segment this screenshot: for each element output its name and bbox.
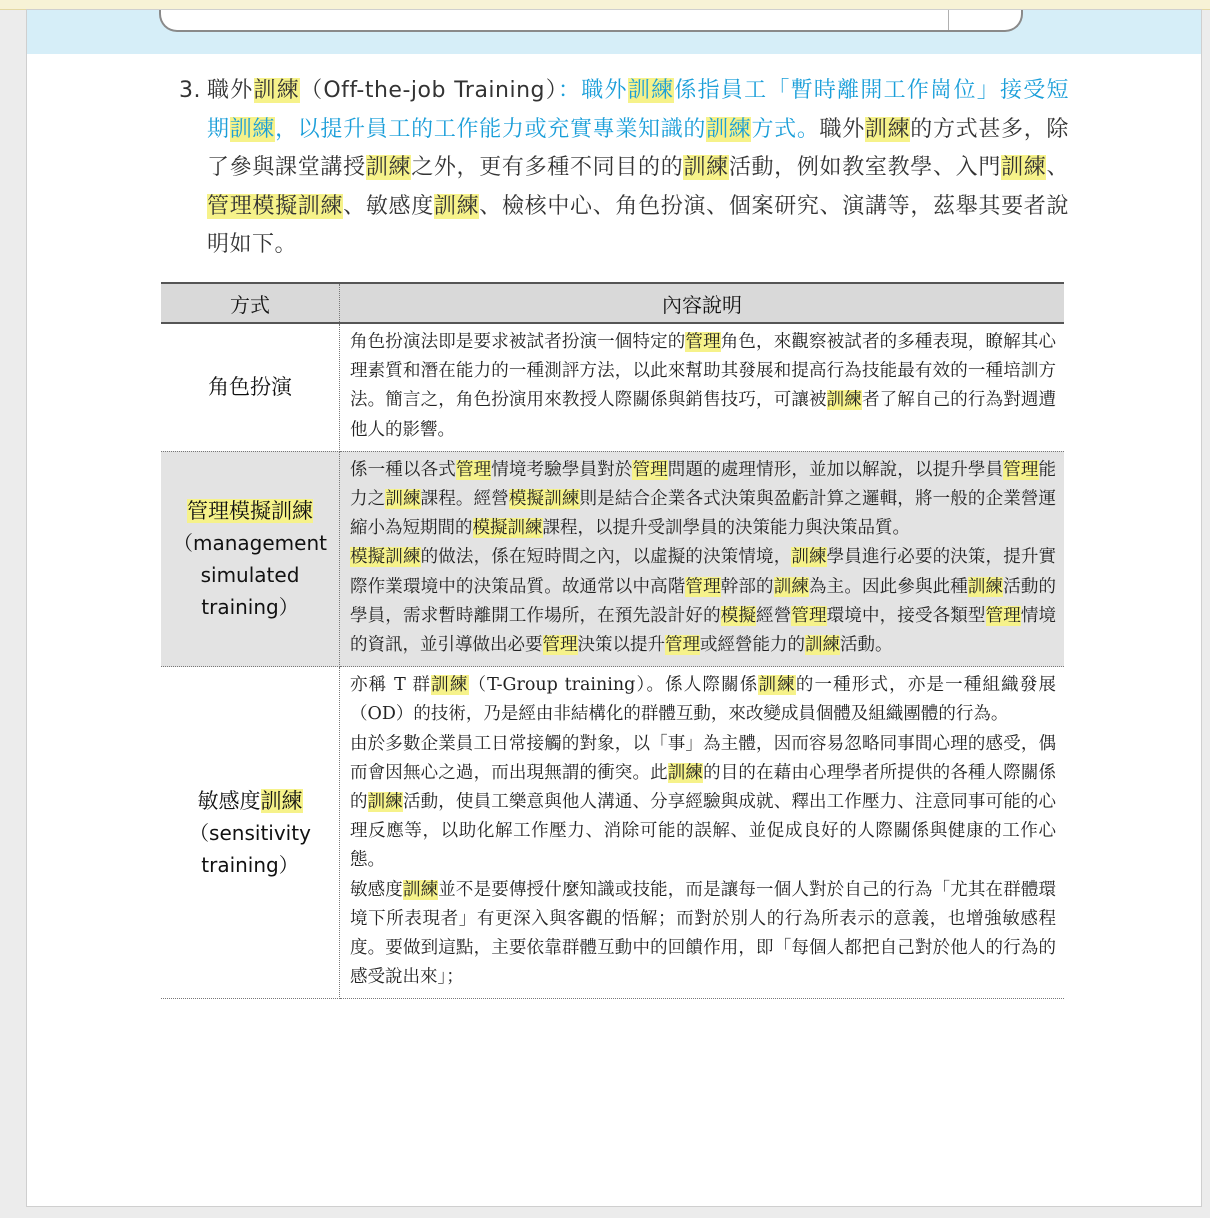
text-run: simulated xyxy=(200,563,300,588)
text-run: 的一種形式，亦是一種組織發展（OD）的技術，乃是經由非結構化的群體互動，來改變成員個體及組織團體的行為。 xyxy=(350,675,1057,725)
list-number: 3. xyxy=(179,78,201,103)
text-run: （sensitivity xyxy=(189,820,311,845)
header-method: 方式 xyxy=(161,283,340,323)
description-paragraph xyxy=(350,543,1056,660)
text-run: ：職外 xyxy=(558,78,628,103)
text-run: 環境中，接受各類型 xyxy=(826,605,986,626)
highlighted-term: 管理模擬訓練 xyxy=(207,193,344,219)
text-run: 課程。經營 xyxy=(420,489,509,510)
highlighted-term: 管理 xyxy=(685,576,721,597)
highlighted-term: 模擬 xyxy=(720,605,757,626)
description-cell xyxy=(340,323,1065,451)
text-run: 係指員工「暫時離開工作崗位」接受短期 xyxy=(207,78,1069,142)
text-run: 能力之 xyxy=(350,459,1057,510)
text-run: 亦稱 T 群 xyxy=(350,675,432,696)
highlighted-term: 訓練 xyxy=(402,879,439,900)
text-run: 經營 xyxy=(756,605,792,626)
highlighted-term: 模擬訓練 xyxy=(350,547,421,568)
highlighted-term: 管理 xyxy=(455,459,492,480)
text-run: 活動。 xyxy=(840,635,893,656)
page-header-box xyxy=(159,9,1023,32)
header-description: 內容說明 xyxy=(340,283,1065,323)
text-run: （management xyxy=(173,531,327,556)
method-line xyxy=(161,527,339,559)
text-run: 職外 xyxy=(207,78,254,103)
method-cell xyxy=(161,323,340,451)
highlighted-term: 模擬訓練 xyxy=(508,489,580,510)
method-line xyxy=(161,817,339,849)
text-run: 敏感度 xyxy=(350,879,403,900)
method-line xyxy=(161,371,339,403)
highlighted-term: 管理 xyxy=(632,459,668,480)
highlighted-term: 訓練 xyxy=(260,788,303,813)
table-header-row xyxy=(161,283,1064,323)
description-paragraph xyxy=(350,328,1056,445)
highlighted-term: 訓練 xyxy=(431,675,469,696)
text-run: ，以提升員工的工作能力或充實專業知識的 xyxy=(275,116,707,142)
description-paragraph xyxy=(350,876,1056,993)
highlighted-term: 管理 xyxy=(685,332,721,352)
text-run: 學員進行必要的決策，提升實際作業環境中的決策品質。故通常以中高階 xyxy=(350,547,1057,597)
document-page xyxy=(26,9,1202,1207)
text-run: 活動的學員，需求暫時離開工作場所，在預先設計好的 xyxy=(350,576,1057,626)
text-run: 的方式甚多，除了參與課堂講授 xyxy=(207,116,1069,180)
description-cell xyxy=(340,667,1065,999)
text-run: 或經營能力的 xyxy=(700,635,805,656)
intro-body xyxy=(179,72,1069,265)
text-run: 者了解自己的行為對週遭他人的影響。 xyxy=(350,390,1057,440)
text-run: 決策以提升 xyxy=(577,635,665,656)
training-methods-table xyxy=(161,282,1064,999)
text-run: 角色扮演法即是要求被試者扮演一個特定的 xyxy=(350,332,686,352)
text-run: 情境的資訊，並引導做出必要 xyxy=(350,605,1057,656)
description-cell xyxy=(340,451,1065,666)
text-run: 敏感度 xyxy=(197,788,261,813)
text-run: training） xyxy=(201,595,299,620)
description-paragraph xyxy=(350,456,1056,544)
text-run: （Off-the-job Training） xyxy=(300,78,559,103)
table-row xyxy=(161,323,1064,451)
text-run: 課程，以提升受訓學員的決策能力與決策品質。 xyxy=(542,518,910,539)
highlighted-term: 訓練 xyxy=(365,155,412,180)
highlighted-term: 訓練 xyxy=(967,576,1004,597)
highlighted-term: 訓練 xyxy=(229,116,276,142)
text-run: 、 xyxy=(1046,155,1069,180)
text-run: 方式。 xyxy=(751,116,820,142)
highlighted-term: 訓練 xyxy=(627,78,675,103)
highlighted-term: 管理 xyxy=(1003,459,1039,480)
description-paragraph xyxy=(350,671,1056,729)
highlighted-term: 訓練 xyxy=(433,193,480,219)
intro-paragraph xyxy=(179,72,1069,265)
text-run: 由於多數企業員工日常接觸的對象，以「事」為主體，因而容易忽略同事間心理的感受，偶而會因無心之過，而出現無謂的衝突。此 xyxy=(350,733,1056,783)
text-run: 活動，使員工樂意與他人溝通、分享經驗與成就、釋出工作壓力、注意同事可能的心理反應等，以助化解工作壓力、消除可能的誤解、並促成良好的人際關係與健康的工作心態。 xyxy=(350,792,1057,871)
text-run: 、敏感度 xyxy=(343,193,434,219)
highlighted-term: 管理 xyxy=(542,635,578,656)
highlighted-term: 訓練 xyxy=(758,675,796,696)
text-run: 情境考驗學員對於 xyxy=(491,459,633,480)
highlighted-term: 模擬訓練 xyxy=(472,518,543,539)
method-line xyxy=(161,495,339,527)
method-line xyxy=(161,785,339,817)
highlighted-term: 訓練 xyxy=(864,116,911,142)
text-run: 為主。因此參與此種 xyxy=(809,576,968,597)
highlighted-term: 訓練 xyxy=(773,576,810,597)
method-line xyxy=(161,591,339,623)
highlighted-term: 管理 xyxy=(791,605,827,626)
highlighted-term: 管理 xyxy=(985,605,1021,626)
highlighted-term: 訓練 xyxy=(667,762,704,783)
method-cell xyxy=(161,667,340,999)
text-run: 、檢核中心、角色扮演、個案研究、演講等，茲舉其要者說明如下。 xyxy=(207,193,1069,257)
description-paragraph xyxy=(350,730,1056,876)
text-run: 係一種以各式 xyxy=(350,459,456,480)
highlighted-term: 訓練 xyxy=(253,78,301,103)
highlighted-term: 訓練 xyxy=(826,390,862,411)
text-run: 職外 xyxy=(819,116,865,142)
highlighted-term: 訓練 xyxy=(706,116,752,142)
text-run: 之外，更有多種不同目的的 xyxy=(411,155,684,180)
highlighted-term: 訓練 xyxy=(385,489,421,510)
highlighted-term: 管理 xyxy=(665,635,700,656)
text-run: 角色扮演 xyxy=(208,375,292,400)
text-run: 問題的處理情形，並加以解說，以提升學員 xyxy=(667,459,1004,480)
text-run: 的目的在藉由心理學者所提供的各種人際關係的 xyxy=(350,762,1057,813)
highlighted-term: 訓練 xyxy=(805,635,840,656)
text-run: 幹部的 xyxy=(720,576,774,597)
highlighted-term: 訓練 xyxy=(1001,155,1047,180)
table-body xyxy=(161,323,1064,999)
highlighted-term: 訓練 xyxy=(791,547,827,568)
highlighted-term: 訓練 xyxy=(683,155,729,180)
text-run: 的做法，係在短時間之內，以虛擬的決策情境， xyxy=(420,547,792,568)
method-cell xyxy=(161,451,340,666)
table-row xyxy=(161,451,1064,666)
highlighted-term: 訓練 xyxy=(367,792,403,813)
method-line xyxy=(161,849,339,881)
text-run: 並不是要傳授什麼知識或技能，而是讓每一個人對於自己的行為「尤其在群體環境下所表現者」有更深入與客觀的悟解；而對於別人的行為所表示的意義，也增強敏感程度。要做到這點，主要依靠群體互動中的回饋作用，即「每個人都把自己對於他人的行為的感受說出來」； xyxy=(350,879,1057,988)
text-run: 則是結合企業各式決策與盈虧計算之邏輯，將一般的企業營運縮小為短期間的 xyxy=(350,489,1057,539)
text-run: training） xyxy=(201,852,299,877)
method-line xyxy=(161,559,339,591)
table-row xyxy=(161,667,1064,999)
text-run: 活動，例如教室教學、入門 xyxy=(728,155,1002,180)
text-run: 角色，來觀察被試者的多種表現，瞭解其心理素質和潛在能力的一種測評方法，以此來幫助其發展和提高行為技能最有效的一種培訓方法。簡言之，角色扮演用來教授人際關係與銷售技巧，可讓被 xyxy=(350,332,1057,411)
text-run: （T-Group training）。係人際關係 xyxy=(468,675,759,696)
highlighted-term: 管理模擬訓練 xyxy=(187,499,313,524)
